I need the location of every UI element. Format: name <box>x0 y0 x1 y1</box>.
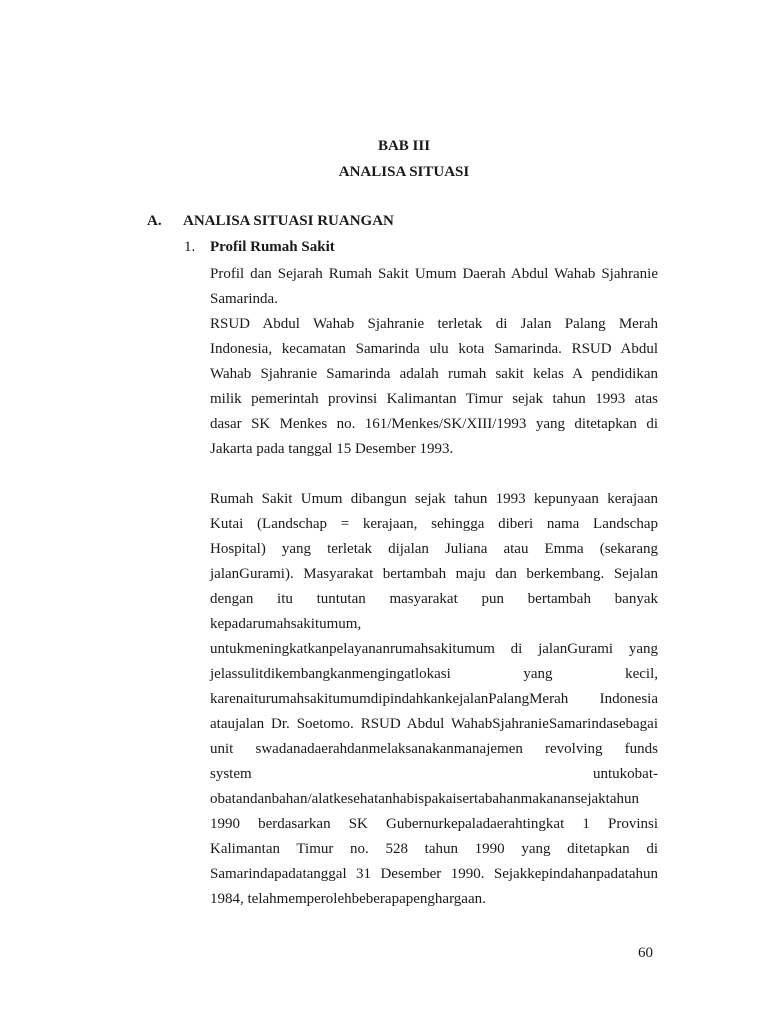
paragraph1-line: Wahab Sjahranie Samarinda adalah rumah sakit kelas A pendidikan <box>210 366 658 382</box>
paragraph2-line: Kutai (Landschap = kerajaan, sehingga diberi nama Landschap <box>210 516 658 532</box>
paragraph2-line: untukmeningkatkanpelayananrumahsakitumum di jalanGurami yang <box>210 641 658 657</box>
subsection-marker: 1. <box>184 239 196 255</box>
paragraph2-line: jelassulitdikembangkanmengingatlokasi yang kecil, <box>210 666 658 682</box>
paragraph2-line: system untukobat- <box>210 766 658 782</box>
paragraph2-line: 1990 berdasarkan SK Gubernurkepaladaerahtingkat 1 Provinsi <box>210 816 658 832</box>
paragraph2-line: unit swadanadaerahdanmelaksanakanmanajemen revolving funds <box>210 741 658 757</box>
paragraph2-line: ataujalan Dr. Soetomo. RSUD Abdul WahabSjahranieSamarindasebagai <box>210 716 658 732</box>
paragraph1-line: Profil dan Sejarah Rumah Sakit Umum Daerah Abdul Wahab Sjahranie <box>210 266 658 282</box>
chapter-title: ANALISA SITUASI <box>338 164 470 180</box>
paragraph2-line: jalanGurami). Masyarakat bertambah maju dan berkembang. Sejalan <box>210 566 658 582</box>
paragraph2-line: obatandanbahan/alatkesehatanhabispakaisertabahanmakanansejaktahun <box>210 791 639 807</box>
subsection-title: Profil Rumah Sakit <box>210 239 335 255</box>
paragraph2-line: karenaiturumahsakitumumdipindahkankejalanPalangMerah Indonesia <box>210 691 658 707</box>
paragraph2-line: 1984, telahmemperolehbeberapapenghargaan. <box>210 891 486 907</box>
paragraph1-line: Samarinda. <box>210 291 278 307</box>
section-marker: A. <box>147 213 162 229</box>
paragraph1-line: milik pemerintah provinsi Kalimantan Timur sejak tahun 1993 atas <box>210 391 658 407</box>
paragraph2-line: Samarindapadatanggal 31 Desember 1990. Sejakkepindahanpadatahun <box>210 866 658 882</box>
paragraph2-line: Rumah Sakit Umum dibangun sejak tahun 1993 kepunyaan kerajaan <box>210 491 658 507</box>
paragraph2-line: Hospital) yang terletak dijalan Juliana atau Emma (sekarang <box>210 541 658 557</box>
chapter-heading: BAB III <box>377 138 431 154</box>
paragraph1-line: RSUD Abdul Wahab Sjahranie terletak di Jalan Palang Merah <box>210 316 658 332</box>
section-title: ANALISA SITUASI RUANGAN <box>183 213 394 229</box>
paragraph2-line: dengan itu tuntutan masyarakat pun bertambah banyak <box>210 591 658 607</box>
paragraph2-line: kepadarumahsakitumum, <box>210 616 362 632</box>
page-number: 60 <box>638 945 653 961</box>
paragraph1-line: Indonesia, kecamatan Samarinda ulu kota Samarinda. RSUD Abdul <box>210 341 658 357</box>
paragraph2-line: Kalimantan Timur no. 528 tahun 1990 yang ditetapkan di <box>210 841 658 857</box>
paragraph1-line: dasar SK Menkes no. 161/Menkes/SK/XIII/1993 yang ditetapkan di <box>210 416 658 432</box>
paragraph1-line: Jakarta pada tanggal 15 Desember 1993. <box>210 441 454 457</box>
